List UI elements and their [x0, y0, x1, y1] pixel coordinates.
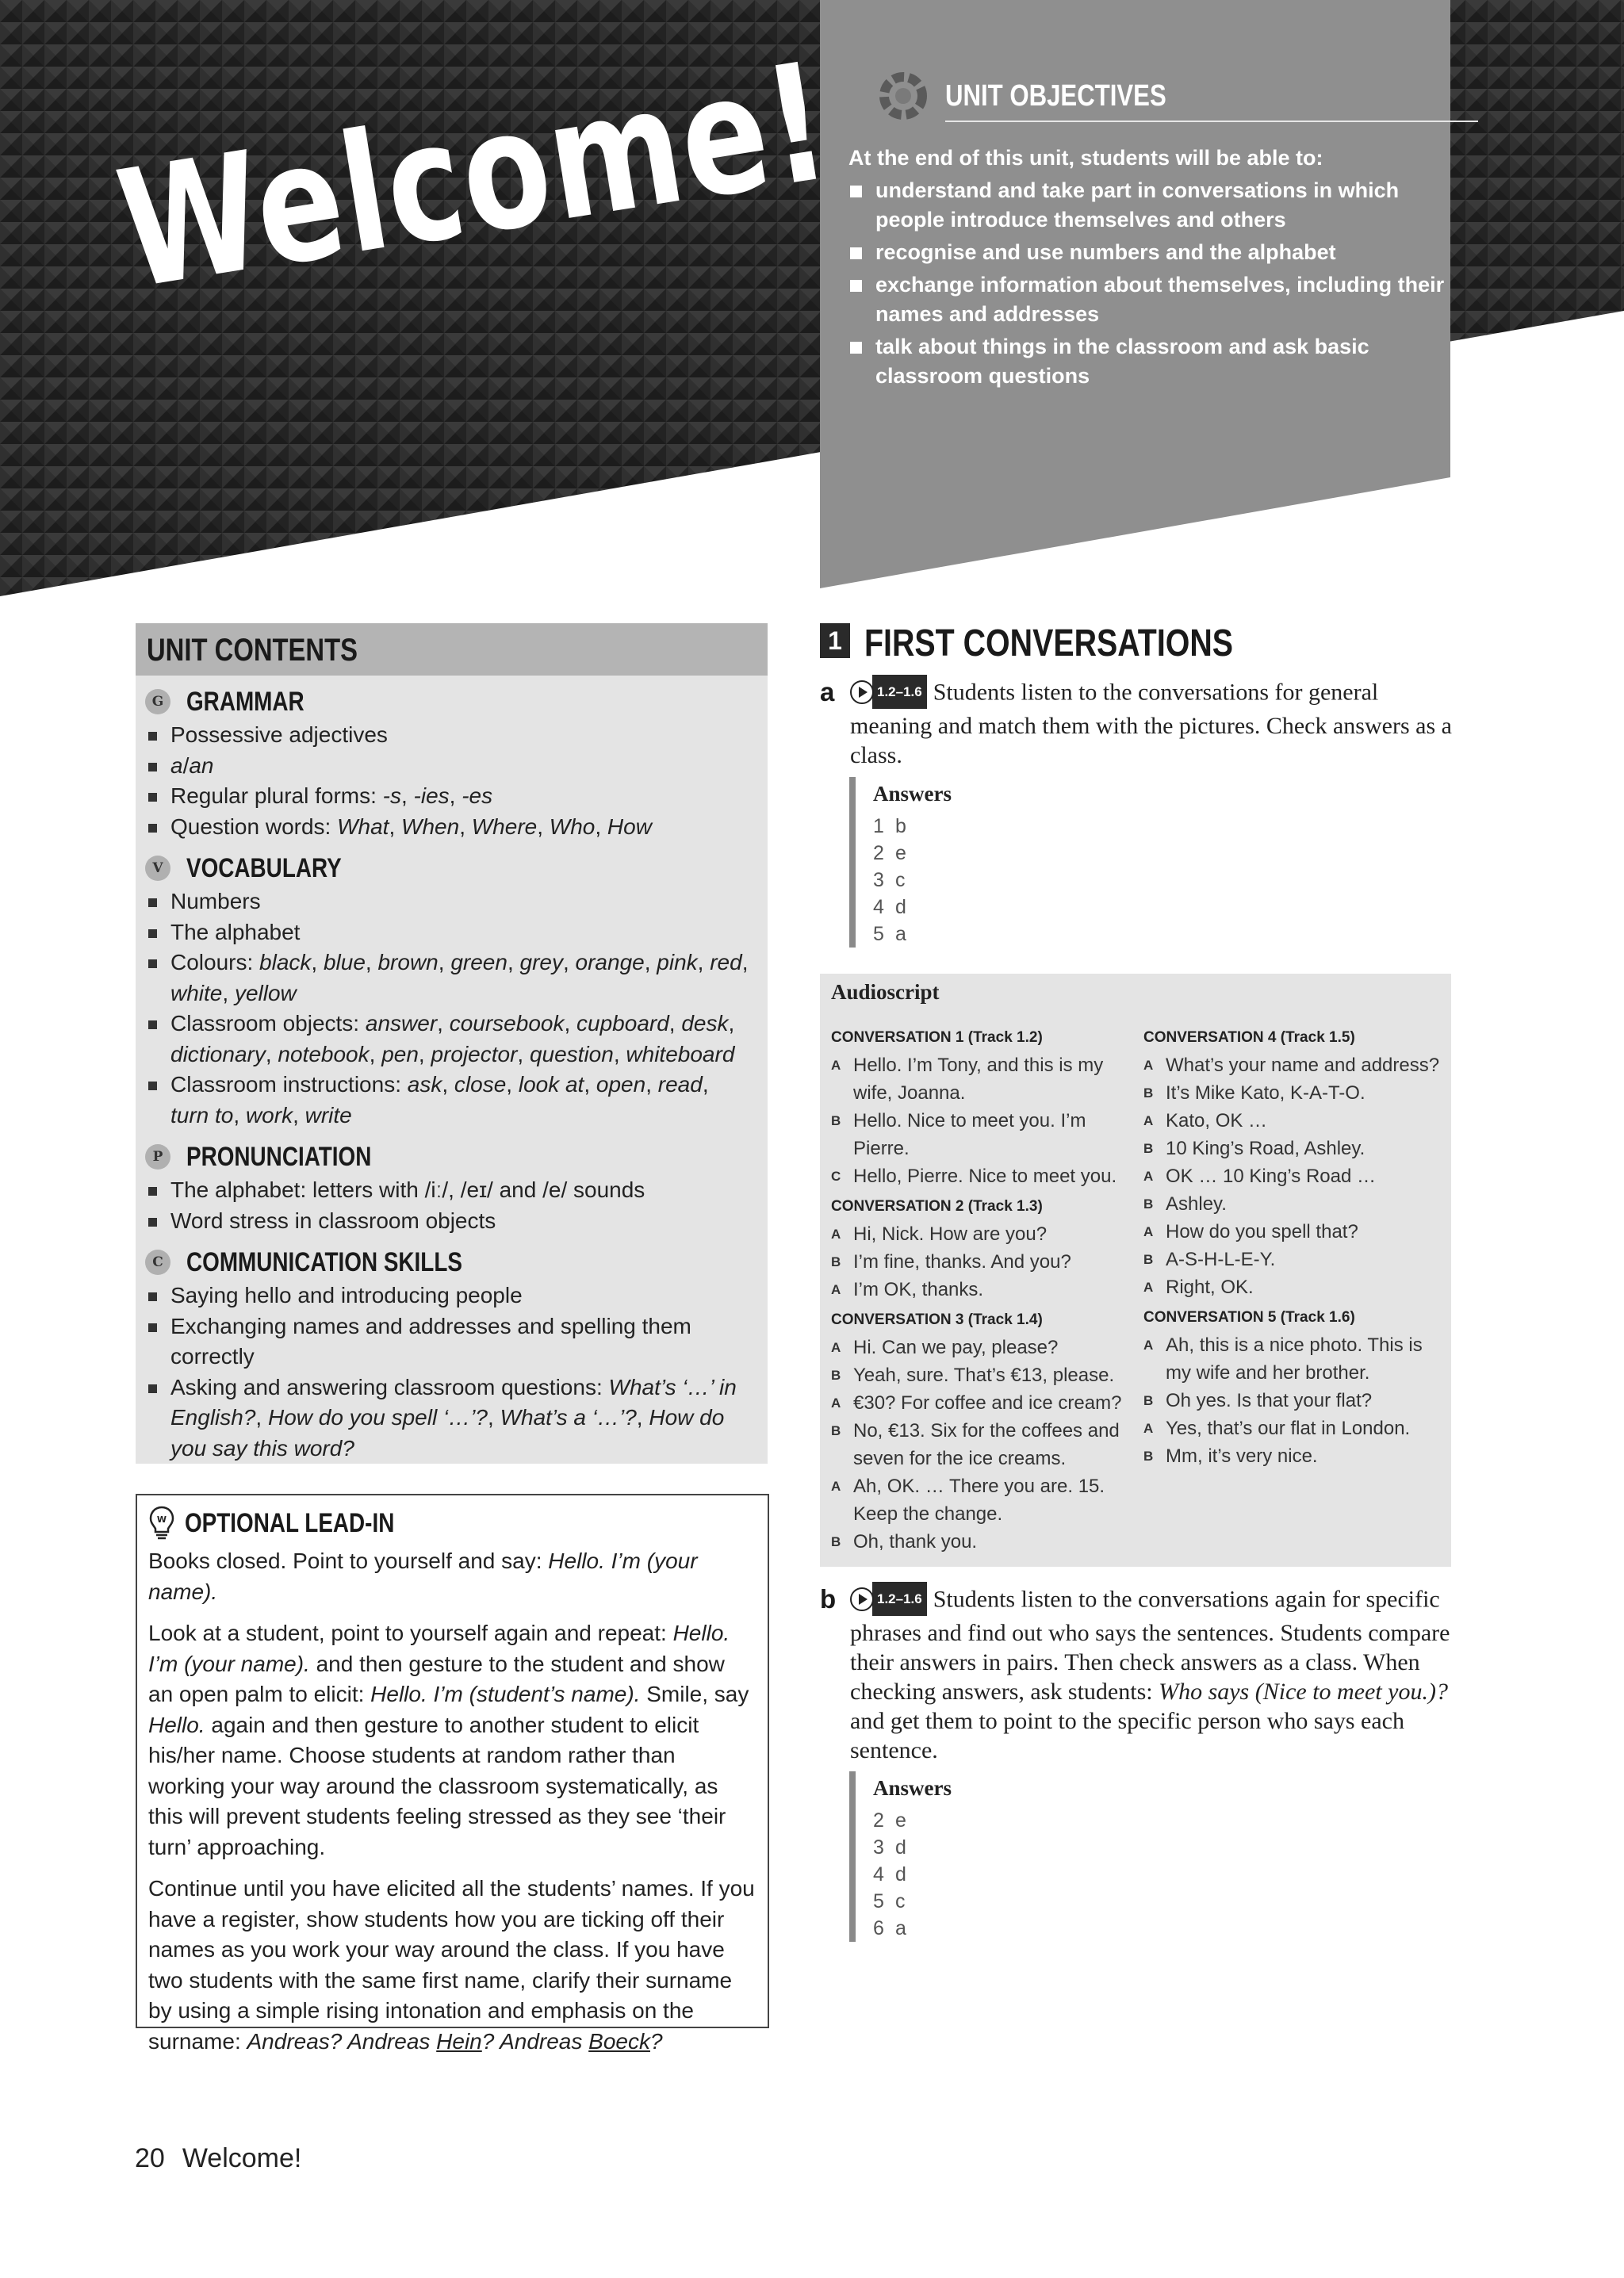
dialogue-line: A OK … 10 King’s Road … — [1143, 1166, 1377, 1187]
lead-in-paragraph: Look at a student, point to yourself again and repeat: Hello. I’m (your name). and then gesture to the student and show an open palm to elicit: Hello. I’m (student’s name). Smile, say Hello. again and then gesture to another student to elicit his/her name. Choose students at random rather than working your way around the classroom systematically, as this will prevent students feeling stressed as they see ‘their turn’ approaching. — [148, 1621, 749, 1859]
list-item: Asking and answering classroom questions: What’s ‘…’ in English?, How do you spell ‘…’?, What’s a ‘…’?, How do you say this word? — [147, 1373, 752, 1464]
objectives-title: UNIT OBJECTIVES — [945, 79, 1166, 113]
answer-item: 1 b — [873, 815, 906, 837]
conversation-title: CONVERSATION 4 (Track 1.5) — [1143, 1029, 1355, 1046]
list-item: Possessive adjectives — [147, 720, 752, 751]
audioscript-box — [820, 974, 1451, 1567]
dialogue-line: B Hello. Nice to meet you. I’m Pierre. — [831, 1110, 1086, 1159]
list-item: Colours: black, blue, brown, green, grey, orange, pink, red, white, yellow — [147, 948, 752, 1009]
answer-item: 2 e — [873, 842, 906, 864]
objective-item: understand and take part in conversations in which people introduce themselves and others — [848, 176, 1451, 235]
objectives-list — [848, 176, 1451, 394]
objective-item: exchange information about themselves, including their names and addresses — [848, 270, 1451, 329]
dialogue-line: A Right, OK. — [1143, 1277, 1254, 1298]
lead-in-paragraph: Continue until you have elicited all the students’ names. If you have a register, show students how you are ticking off their names as you work your way around the class. If you have two students with the same first name, clarify their surname by using a simple rising intonation and emphasis on the surname: Andreas? Andreas Hein? Andreas Boeck? — [148, 1876, 755, 2054]
dialogue-line: B No, €13. Six for the coffees and seven for the ice creams. — [831, 1420, 1120, 1469]
dialogue-line: B Mm, it’s very nice. — [1143, 1445, 1318, 1467]
answer-item: 2 e — [873, 1809, 906, 1832]
section-title: FIRST CONVERSATIONS — [864, 622, 1234, 664]
grammar-badge-icon: G — [145, 689, 170, 714]
answers-list — [873, 1807, 952, 1942]
communication-badge-icon: C — [145, 1250, 170, 1275]
answers-list — [873, 813, 952, 948]
dialogue-line: A How do you spell that? — [1143, 1221, 1358, 1242]
pronunciation-heading — [136, 1137, 768, 1175]
objectives-header — [852, 73, 1478, 122]
vocabulary-title: VOCABULARY — [186, 853, 342, 883]
grammar-list — [136, 720, 768, 842]
answer-item: 3 d — [873, 1836, 906, 1859]
dialogue-line: A Ah, this is a nice photo. This is my wife and her brother. — [1143, 1334, 1423, 1384]
answer-item: 5 c — [873, 1890, 906, 1912]
lead-in-header — [137, 1495, 768, 1546]
vocabulary-list — [136, 886, 768, 1131]
task-a-instruction: Students listen to the conversations for general meaning and match them with the pictures. Check answers as a class. — [850, 679, 1452, 768]
answer-item: 4 d — [873, 1863, 906, 1886]
page-number: 20 — [135, 2143, 165, 2173]
objective-item: talk about things in the classroom and ask basic classroom questions — [848, 332, 1451, 391]
unit-objectives-panel — [820, 0, 1450, 587]
audioscript-right-column — [1143, 1021, 1445, 1470]
task-letter: b — [820, 1584, 837, 1614]
play-icon[interactable] — [850, 1587, 874, 1611]
task-a-text — [850, 677, 1453, 770]
dialogue-line: A I’m OK, thanks. — [831, 1279, 984, 1300]
audioscript-title: Audioscript — [831, 980, 940, 1004]
answer-item: 3 c — [873, 869, 906, 891]
list-item: The alphabet — [147, 917, 752, 948]
dialogue-line: B I’m fine, thanks. And you? — [831, 1251, 1071, 1273]
list-item: Classroom instructions: ask, close, look at, open, read, turn to, work, write — [147, 1070, 752, 1131]
dialogue-line: A Ah, OK. … There you are. 15. Keep the change. — [831, 1476, 1105, 1525]
dialogue-line: B Oh yes. Is that your flat? — [1143, 1390, 1373, 1411]
pronunciation-badge-icon: P — [145, 1144, 170, 1170]
dialogue-line: A What’s your name and address? — [1143, 1055, 1440, 1076]
objectives-target-icon — [875, 68, 931, 124]
dialogue-line: B Ashley. — [1143, 1193, 1227, 1215]
track-number: 1.2–1.6 — [872, 1582, 927, 1616]
list-item: Classroom objects: answer, coursebook, cupboard, desk, dictionary, notebook, pen, projector, question, whiteboard — [147, 1009, 752, 1070]
conversation-title: CONVERSATION 3 (Track 1.4) — [831, 1311, 1043, 1328]
answers-b-box — [849, 1771, 952, 1942]
svg-text:W: W — [156, 1514, 167, 1525]
dialogue-line: A Yes, that’s our flat in London. — [1143, 1418, 1411, 1439]
footer-unit-title: Welcome! — [182, 2143, 302, 2173]
task-letter: a — [820, 677, 835, 706]
audio-track-badge[interactable] — [850, 675, 927, 709]
conversation-title: CONVERSATION 5 (Track 1.6) — [1143, 1309, 1355, 1326]
objectives-divider — [945, 121, 1478, 122]
vocabulary-badge-icon: V — [145, 856, 170, 881]
unit-contents-header — [136, 623, 768, 676]
audioscript-left-column — [831, 1021, 1132, 1556]
answers-title: Answers — [873, 782, 952, 806]
page-footer — [135, 2143, 301, 2174]
grammar-heading — [136, 682, 768, 720]
lightbulb-icon — [148, 1505, 175, 1540]
dialogue-line: A Hi, Nick. How are you? — [831, 1223, 1048, 1245]
answer-item: 6 a — [873, 1917, 906, 1939]
list-item: a/an — [147, 751, 752, 782]
list-item: Numbers — [147, 886, 752, 917]
answers-title: Answers — [873, 1776, 952, 1800]
dialogue-line: A Hi. Can we pay, please? — [831, 1337, 1059, 1358]
list-item: Word stress in classroom objects — [147, 1206, 752, 1237]
unit-title: Welcome! — [107, 28, 841, 326]
answers-a-box — [849, 777, 952, 948]
objective-item: recognise and use numbers and the alphabet — [848, 238, 1451, 267]
unit-contents-box — [136, 623, 768, 1464]
section-number: 1 — [820, 623, 850, 658]
dialogue-line: B Yeah, sure. That’s €13, please. — [831, 1365, 1115, 1386]
communication-heading — [136, 1242, 768, 1281]
list-item: Exchanging names and addresses and spelling them correctly — [147, 1311, 752, 1373]
unit-contents-title: UNIT CONTENTS — [147, 633, 358, 668]
play-icon[interactable] — [850, 680, 874, 704]
conversation-title: CONVERSATION 2 (Track 1.3) — [831, 1198, 1043, 1215]
vocabulary-heading — [136, 848, 768, 886]
dialogue-line: A Kato, OK … — [1143, 1110, 1268, 1131]
pronunciation-title: PRONUNCIATION — [186, 1142, 372, 1172]
communication-list — [136, 1281, 768, 1464]
answer-item: 5 a — [873, 923, 906, 945]
task-b-text: 1.2–1.6 Students listen to the conversations again for specific phrases and find out who says the sentences. Students compare their answers in pairs. Then check answers as a class. When checking answers, ask students: Who says (Nice to meet you.)? and get them to point to the specific person who says each sentence. — [850, 1584, 1453, 1765]
list-item: The alphabet: letters with /iː/, /eɪ/ and /e/ sounds — [147, 1175, 752, 1206]
lead-in-paragraph: Books closed. Point to yourself and say: Hello. I’m (your name). — [148, 1549, 698, 1604]
list-item: Question words: What, When, Where, Who, How — [147, 812, 752, 843]
task-b — [820, 1584, 1454, 1775]
communication-title: COMMUNICATION SKILLS — [186, 1247, 462, 1277]
audio-track-badge[interactable] — [850, 1582, 927, 1616]
optional-lead-in-box — [136, 1494, 769, 2054]
grammar-title: GRAMMAR — [186, 687, 304, 717]
pronunciation-list — [136, 1175, 768, 1236]
dialogue-line: A Hello. I’m Tony, and this is my wife, Joanna. — [831, 1055, 1104, 1104]
task-a — [820, 677, 1454, 772]
lead-in-title: OPTIONAL LEAD-IN — [185, 1508, 395, 1538]
dialogue-line: B 10 King’s Road, Ashley. — [1143, 1138, 1365, 1159]
dialogue-line: B It’s Mike Kato, K-A-T-O. — [1143, 1082, 1365, 1104]
answer-item: 4 d — [873, 896, 906, 918]
objectives-intro: At the end of this unit, students will be able to: — [848, 146, 1323, 170]
conversation-title: CONVERSATION 1 (Track 1.2) — [831, 1029, 1043, 1046]
track-number: 1.2–1.6 — [872, 675, 927, 709]
list-item: Regular plural forms: -s, -ies, -es — [147, 781, 752, 812]
dialogue-line: B A-S-H-L-E-Y. — [1143, 1249, 1276, 1270]
dialogue-line: C Hello, Pierre. Nice to meet you. — [831, 1166, 1117, 1187]
dialogue-line: A €30? For coffee and ice cream? — [831, 1392, 1122, 1414]
list-item: Saying hello and introducing people — [147, 1281, 752, 1311]
dialogue-line: B Oh, thank you. — [831, 1531, 978, 1552]
